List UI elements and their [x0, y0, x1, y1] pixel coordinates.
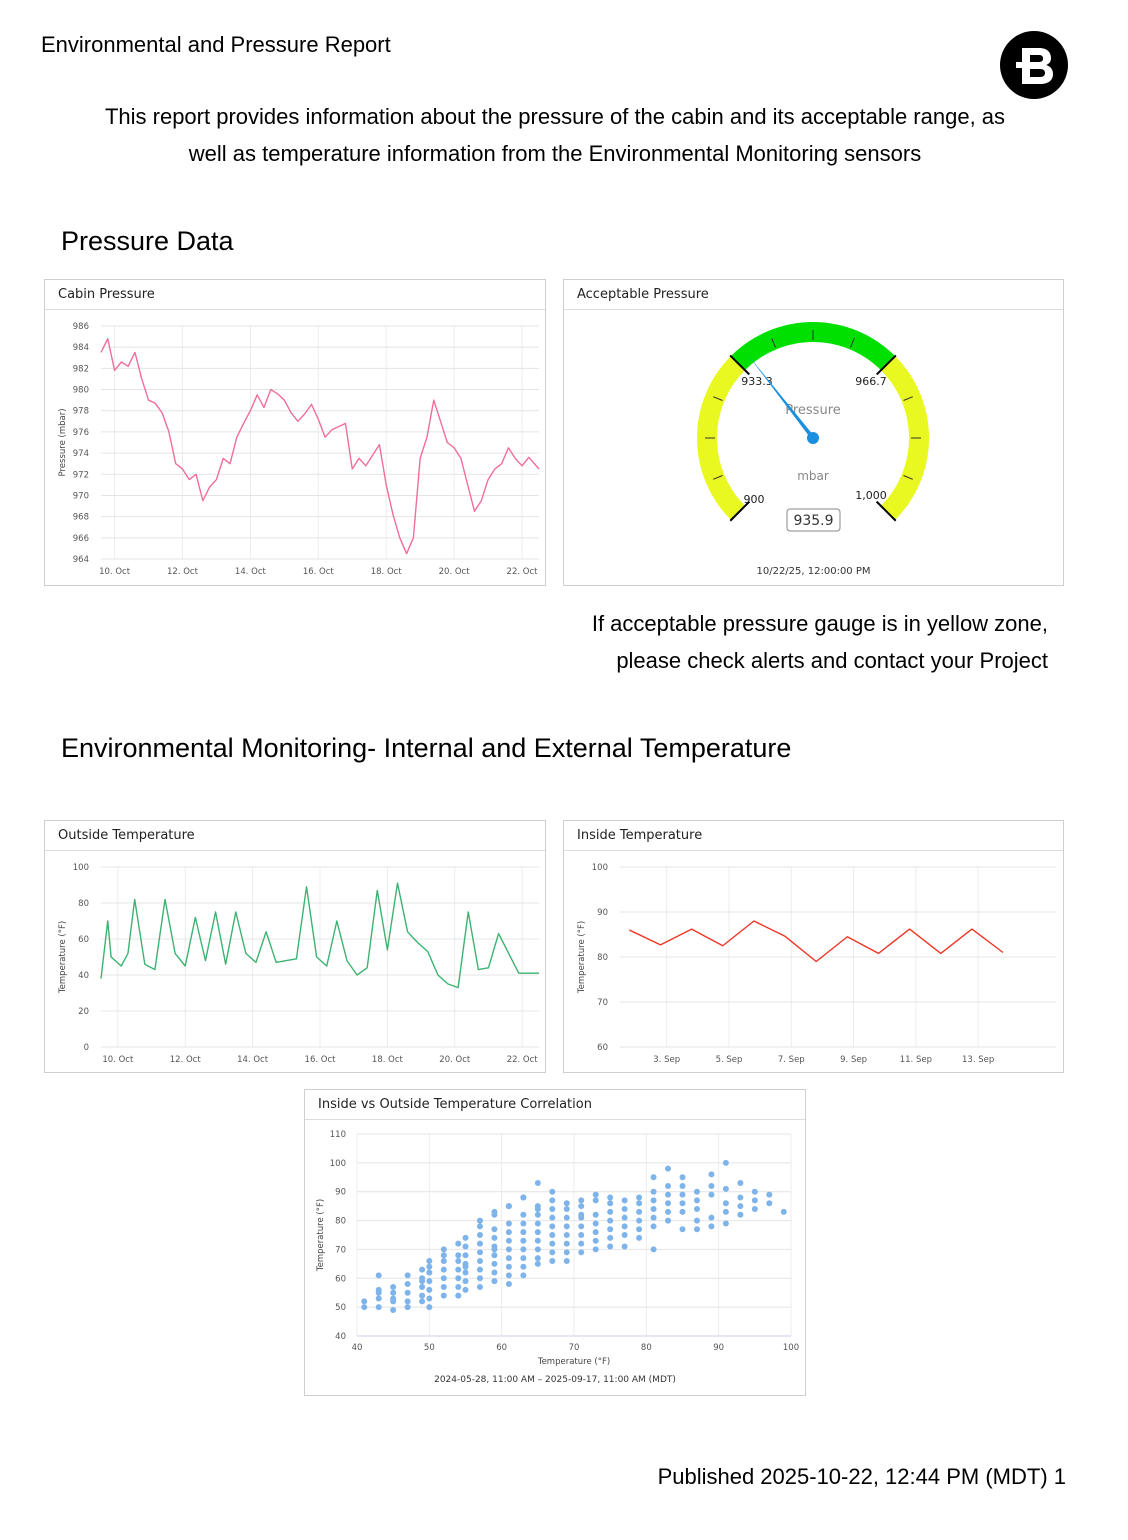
scatter-point	[737, 1180, 743, 1186]
scatter-point	[549, 1232, 555, 1238]
scatter-point	[564, 1206, 570, 1212]
outside-temperature-panel	[44, 820, 546, 1073]
scatter-point	[491, 1235, 497, 1241]
scatter-point	[491, 1226, 497, 1232]
scatter-point	[723, 1200, 729, 1206]
intro-paragraph	[60, 98, 1050, 172]
scatter-point	[390, 1307, 396, 1313]
scatter-point	[737, 1212, 743, 1218]
outside-y-tick-label: 20	[78, 1007, 89, 1017]
scatter-point	[491, 1246, 497, 1252]
published-footer: Published 2025-10-22, 12:44 PM (MDT) 1	[657, 1464, 1066, 1489]
scatter-point	[535, 1212, 541, 1218]
scatter-point	[607, 1235, 613, 1241]
brand-logo	[1000, 31, 1068, 99]
scatter-point	[549, 1206, 555, 1212]
outside-y-tick-label: 0	[83, 1043, 89, 1053]
scatter-point	[455, 1252, 461, 1258]
scatter-point	[426, 1264, 432, 1270]
outside-x-tick-label: 16. Oct	[304, 1055, 336, 1065]
scatter-point	[535, 1220, 541, 1226]
scatter-point	[477, 1223, 483, 1229]
scatter-point	[723, 1160, 729, 1166]
scatter-x-tick-label: 90	[713, 1343, 725, 1353]
inside-y-tick-label: 80	[597, 953, 608, 963]
gauge-note	[500, 605, 1048, 679]
scatter-point	[636, 1235, 642, 1241]
scatter-point	[455, 1267, 461, 1273]
scatter-point	[593, 1192, 599, 1198]
scatter-point	[463, 1287, 469, 1293]
scatter-point	[477, 1241, 483, 1247]
scatter-point	[752, 1206, 758, 1212]
scatter-point	[694, 1206, 700, 1212]
scatter-point	[405, 1290, 411, 1296]
scatter-point	[651, 1189, 657, 1195]
scatter-y-tick-label: 100	[329, 1158, 346, 1169]
scatter-point	[622, 1232, 628, 1238]
scatter-point	[506, 1238, 512, 1244]
inside-x-tick-label: 9. Sep	[840, 1055, 867, 1065]
scatter-point	[680, 1183, 686, 1189]
pressure-series-line	[101, 339, 539, 554]
outside-x-tick-label: 10. Oct	[102, 1055, 134, 1065]
pressure-y-tick-label: 984	[72, 343, 89, 354]
gauge-high-threshold-label: 966.7	[855, 375, 887, 388]
scatter-point	[426, 1304, 432, 1310]
scatter-point	[463, 1252, 469, 1258]
gauge-yellow-low-band	[697, 356, 745, 520]
gauge-note-line-1: If acceptable pressure gauge is in yellow zone,	[591, 611, 1048, 636]
scatter-point	[463, 1270, 469, 1276]
scatter-y-tick-label: 60	[335, 1274, 346, 1285]
inside-y-tick-label: 100	[591, 863, 608, 873]
scatter-point	[723, 1186, 729, 1192]
scatter-point	[376, 1304, 382, 1310]
inside-temperature-panel	[563, 820, 1064, 1073]
pressure-y-axis-label: Pressure (mbar)	[58, 408, 68, 477]
scatter-point	[419, 1293, 425, 1299]
scatter-point	[441, 1252, 447, 1258]
scatter-point	[622, 1206, 628, 1212]
scatter-point	[607, 1194, 613, 1200]
scatter-point	[477, 1249, 483, 1255]
scatter-point	[441, 1246, 447, 1252]
scatter-point	[549, 1258, 555, 1264]
scatter-point	[419, 1267, 425, 1273]
cabin-pressure-title: Cabin Pressure	[45, 280, 545, 310]
scatter-point	[520, 1272, 526, 1278]
scatter-point	[665, 1166, 671, 1172]
scatter-point	[578, 1223, 584, 1229]
scatter-point	[752, 1197, 758, 1203]
scatter-point	[708, 1192, 714, 1198]
scatter-point	[564, 1215, 570, 1221]
pressure-x-tick-label: 14. Oct	[234, 567, 266, 577]
inside-x-tick-label: 3. Sep	[653, 1055, 681, 1065]
scatter-point	[441, 1267, 447, 1273]
scatter-x-tick-label: 70	[568, 1343, 580, 1353]
pressure-y-tick-label: 974	[72, 449, 89, 460]
inside-y-axis-label: Temperature (°F)	[577, 920, 587, 994]
correlation-chart	[305, 1120, 805, 1395]
outside-x-tick-label: 12. Oct	[169, 1055, 201, 1065]
scatter-point	[419, 1278, 425, 1284]
outside-y-tick-label: 80	[78, 899, 89, 909]
scatter-point	[781, 1209, 787, 1215]
scatter-point	[694, 1226, 700, 1232]
scatter-point	[441, 1258, 447, 1264]
outside-temperature-title: Outside Temperature	[45, 821, 545, 851]
gauge-note-line-2: please check alerts and contact your Project	[616, 648, 1048, 673]
scatter-y-tick-label: 110	[329, 1130, 346, 1140]
scatter-point	[680, 1200, 686, 1206]
inside-series-line	[629, 921, 1003, 962]
outside-temperature-chart	[45, 851, 545, 1072]
scatter-point	[766, 1200, 772, 1206]
scatter-point	[578, 1241, 584, 1247]
scatter-point	[593, 1212, 599, 1218]
gauge-low-threshold-label: 933.3	[741, 375, 773, 388]
scatter-point	[535, 1206, 541, 1212]
scatter-point	[708, 1183, 714, 1189]
scatter-point	[426, 1295, 432, 1301]
pressure-gauge	[564, 310, 1063, 585]
scatter-point	[549, 1241, 555, 1247]
scatter-point	[535, 1255, 541, 1261]
scatter-point	[506, 1229, 512, 1235]
scatter-y-tick-label: 40	[335, 1332, 346, 1342]
scatter-point	[491, 1212, 497, 1218]
scatter-point	[463, 1244, 469, 1250]
scatter-point	[463, 1235, 469, 1241]
scatter-x-tick-label: 50	[423, 1343, 435, 1353]
scatter-point	[723, 1220, 729, 1226]
scatter-point	[651, 1246, 657, 1252]
scatter-point	[737, 1203, 743, 1209]
scatter-point	[578, 1232, 584, 1238]
environmental-section-heading: Environmental Monitoring- Internal and External Temperature	[61, 733, 792, 763]
correlation-title: Inside vs Outside Temperature Correlation	[305, 1090, 805, 1120]
outside-x-tick-label: 22. Oct	[506, 1055, 538, 1065]
scatter-point	[477, 1275, 483, 1281]
gauge-timestamp: 10/22/25, 12:00:00 PM	[756, 566, 871, 577]
scatter-point	[535, 1180, 541, 1186]
scatter-point	[535, 1229, 541, 1235]
gauge-value-text: 935.9	[793, 513, 834, 529]
scatter-point	[549, 1223, 555, 1229]
scatter-point	[506, 1264, 512, 1270]
scatter-point	[520, 1264, 526, 1270]
scatter-point	[752, 1189, 758, 1195]
scatter-point	[405, 1281, 411, 1287]
scatter-y-tick-label: 70	[335, 1245, 346, 1256]
scatter-point	[680, 1174, 686, 1180]
scatter-point	[463, 1264, 469, 1270]
scatter-point	[455, 1258, 461, 1264]
scatter-point	[578, 1203, 584, 1209]
gauge-unit: mbar	[797, 469, 829, 483]
scatter-point	[535, 1246, 541, 1252]
pressure-y-tick-label: 978	[72, 406, 89, 417]
scatter-point	[390, 1295, 396, 1301]
gauge-green-band	[731, 322, 895, 370]
scatter-point	[361, 1298, 367, 1304]
pressure-y-tick-label: 968	[72, 512, 89, 523]
pressure-y-tick-label: 972	[72, 470, 89, 481]
report-title: Environmental and Pressure Report	[41, 32, 391, 57]
scatter-point	[361, 1304, 367, 1310]
scatter-point	[680, 1209, 686, 1215]
scatter-point	[665, 1218, 671, 1224]
scatter-point	[708, 1223, 714, 1229]
inside-y-tick-label: 70	[597, 998, 608, 1008]
scatter-point	[477, 1232, 483, 1238]
inside-x-tick-label: 7. Sep	[777, 1055, 805, 1065]
scatter-point	[622, 1197, 628, 1203]
scatter-point	[520, 1238, 526, 1244]
scatter-point	[622, 1244, 628, 1250]
scatter-point	[441, 1275, 447, 1281]
pressure-y-tick-label: 982	[72, 364, 89, 375]
scatter-point	[491, 1270, 497, 1276]
outside-x-tick-label: 14. Oct	[237, 1055, 269, 1065]
gauge-yellow-high-band	[881, 356, 929, 520]
scatter-point	[376, 1272, 382, 1278]
pressure-x-tick-label: 22. Oct	[506, 567, 538, 577]
scatter-point	[665, 1192, 671, 1198]
acceptable-pressure-panel	[563, 279, 1064, 586]
scatter-point	[520, 1229, 526, 1235]
scatter-point	[564, 1241, 570, 1247]
scatter-point	[520, 1194, 526, 1200]
scatter-point	[506, 1272, 512, 1278]
outside-y-tick-label: 60	[78, 935, 89, 945]
scatter-point	[564, 1200, 570, 1206]
scatter-y-tick-label: 90	[335, 1187, 346, 1198]
scatter-point	[535, 1238, 541, 1244]
scatter-point	[723, 1209, 729, 1215]
scatter-point	[455, 1275, 461, 1281]
scatter-x-tick-label: 40	[351, 1343, 363, 1353]
scatter-point	[636, 1209, 642, 1215]
scatter-point	[607, 1218, 613, 1224]
inside-temperature-title: Inside Temperature	[564, 821, 1063, 851]
scatter-point	[390, 1284, 396, 1290]
scatter-y-axis-label: Temperature (°F)	[316, 1198, 326, 1272]
scatter-point	[549, 1215, 555, 1221]
scatter-point	[636, 1218, 642, 1224]
correlation-panel	[304, 1089, 806, 1396]
scatter-point	[607, 1226, 613, 1232]
scatter-point	[520, 1220, 526, 1226]
scatter-point	[426, 1278, 432, 1284]
scatter-point	[506, 1281, 512, 1287]
scatter-point	[593, 1229, 599, 1235]
scatter-point	[405, 1304, 411, 1310]
scatter-point	[593, 1238, 599, 1244]
scatter-x-tick-label: 80	[640, 1343, 652, 1353]
scatter-point	[405, 1298, 411, 1304]
pressure-y-tick-label: 976	[72, 427, 89, 438]
pressure-y-tick-label: 980	[72, 385, 89, 396]
scatter-point	[405, 1272, 411, 1278]
scatter-point	[520, 1255, 526, 1261]
scatter-point	[564, 1249, 570, 1255]
scatter-point	[665, 1209, 671, 1215]
scatter-point	[491, 1278, 497, 1284]
scatter-point	[455, 1284, 461, 1290]
scatter-point	[376, 1295, 382, 1301]
scatter-point	[607, 1200, 613, 1206]
scatter-point	[651, 1215, 657, 1221]
outside-x-tick-label: 18. Oct	[371, 1055, 403, 1065]
gauge-title: Pressure	[785, 403, 841, 418]
scatter-point	[593, 1246, 599, 1252]
scatter-point	[419, 1298, 425, 1304]
scatter-point	[390, 1290, 396, 1296]
inside-y-tick-label: 90	[597, 908, 608, 918]
pressure-y-tick-label: 986	[72, 322, 89, 332]
scatter-point	[593, 1197, 599, 1203]
scatter-point	[506, 1255, 512, 1261]
inside-y-tick-label: 60	[597, 1043, 608, 1053]
scatter-point	[636, 1226, 642, 1232]
scatter-point	[593, 1220, 599, 1226]
inside-x-tick-label: 5. Sep	[715, 1055, 743, 1065]
scatter-point	[578, 1249, 584, 1255]
scatter-point	[636, 1194, 642, 1200]
scatter-point	[477, 1267, 483, 1273]
scatter-point	[477, 1258, 483, 1264]
scatter-point	[651, 1197, 657, 1203]
scatter-point	[549, 1189, 555, 1195]
gauge-min-label: 900	[743, 493, 765, 506]
scatter-point	[441, 1284, 447, 1290]
scatter-x-tick-label: 60	[496, 1343, 508, 1353]
pressure-x-tick-label: 10. Oct	[99, 567, 131, 577]
scatter-y-tick-label: 50	[335, 1303, 346, 1314]
scatter-point	[455, 1293, 461, 1299]
scatter-point	[419, 1284, 425, 1290]
scatter-point	[708, 1215, 714, 1221]
outside-x-tick-label: 20. Oct	[439, 1055, 471, 1065]
scatter-point	[622, 1215, 628, 1221]
scatter-point	[766, 1192, 772, 1198]
scatter-point	[520, 1246, 526, 1252]
inside-x-tick-label: 13. Sep	[962, 1055, 995, 1065]
scatter-point	[477, 1284, 483, 1290]
outside-y-tick-label: 40	[78, 971, 89, 981]
pressure-y-tick-label: 964	[72, 555, 89, 565]
gauge-max-label: 1,000	[855, 489, 887, 502]
scatter-point	[564, 1232, 570, 1238]
pressure-section-heading: Pressure Data	[61, 226, 234, 256]
scatter-point	[426, 1270, 432, 1276]
scatter-point	[708, 1171, 714, 1177]
cabin-pressure-panel	[44, 279, 546, 586]
scatter-point	[607, 1209, 613, 1215]
scatter-point	[737, 1194, 743, 1200]
scatter-point	[622, 1223, 628, 1229]
inside-temperature-chart	[564, 851, 1063, 1072]
scatter-point	[564, 1223, 570, 1229]
scatter-point	[564, 1258, 570, 1264]
scatter-point	[665, 1183, 671, 1189]
outside-y-tick-label: 100	[72, 863, 89, 873]
intro-line-1: This report provides information about the pressure of the cabin and its acceptable range, as	[104, 104, 1006, 129]
scatter-point	[535, 1261, 541, 1267]
scatter-point	[549, 1197, 555, 1203]
scatter-point	[607, 1244, 613, 1250]
scatter-point	[651, 1206, 657, 1212]
scatter-point	[694, 1218, 700, 1224]
scatter-point	[506, 1203, 512, 1209]
scatter-y-tick-label: 80	[335, 1216, 346, 1227]
outside-y-axis-label: Temperature (°F)	[58, 920, 68, 994]
pressure-x-tick-label: 18. Oct	[370, 567, 402, 577]
pressure-y-tick-label: 966	[72, 533, 89, 544]
scatter-point	[455, 1241, 461, 1247]
pressure-y-tick-label: 970	[72, 491, 89, 502]
scatter-point	[477, 1218, 483, 1224]
gauge-needle	[748, 355, 815, 440]
scatter-point	[491, 1261, 497, 1267]
scatter-point	[376, 1290, 382, 1296]
scatter-point	[694, 1197, 700, 1203]
pressure-x-tick-label: 16. Oct	[302, 567, 334, 577]
scatter-point	[665, 1200, 671, 1206]
scatter-point	[441, 1293, 447, 1299]
cabin-pressure-chart	[45, 310, 545, 585]
pressure-x-tick-label: 20. Oct	[438, 567, 470, 577]
scatter-point	[506, 1220, 512, 1226]
scatter-point	[506, 1246, 512, 1252]
scatter-point	[520, 1212, 526, 1218]
scatter-point	[426, 1258, 432, 1264]
correlation-date-range: 2024-05-28, 11:00 AM – 2025-09-17, 11:00 AM (MDT)	[434, 1375, 676, 1385]
scatter-point	[578, 1197, 584, 1203]
scatter-point	[426, 1287, 432, 1293]
scatter-point	[651, 1174, 657, 1180]
scatter-point	[651, 1223, 657, 1229]
scatter-point	[680, 1226, 686, 1232]
gauge-needle-hub	[807, 432, 819, 444]
scatter-point	[636, 1200, 642, 1206]
scatter-x-axis-label: Temperature (°F)	[537, 1357, 611, 1367]
scatter-x-tick-label: 100	[782, 1343, 800, 1353]
scatter-point	[491, 1252, 497, 1258]
inside-x-tick-label: 11. Sep	[899, 1055, 932, 1065]
intro-line-2: well as temperature information from the Environmental Monitoring sensors	[188, 141, 922, 166]
scatter-point	[578, 1212, 584, 1218]
scatter-point	[680, 1192, 686, 1198]
acceptable-pressure-title: Acceptable Pressure	[564, 280, 1063, 310]
scatter-point	[549, 1249, 555, 1255]
scatter-point	[694, 1189, 700, 1195]
pressure-x-tick-label: 12. Oct	[167, 567, 198, 577]
scatter-point	[463, 1278, 469, 1284]
